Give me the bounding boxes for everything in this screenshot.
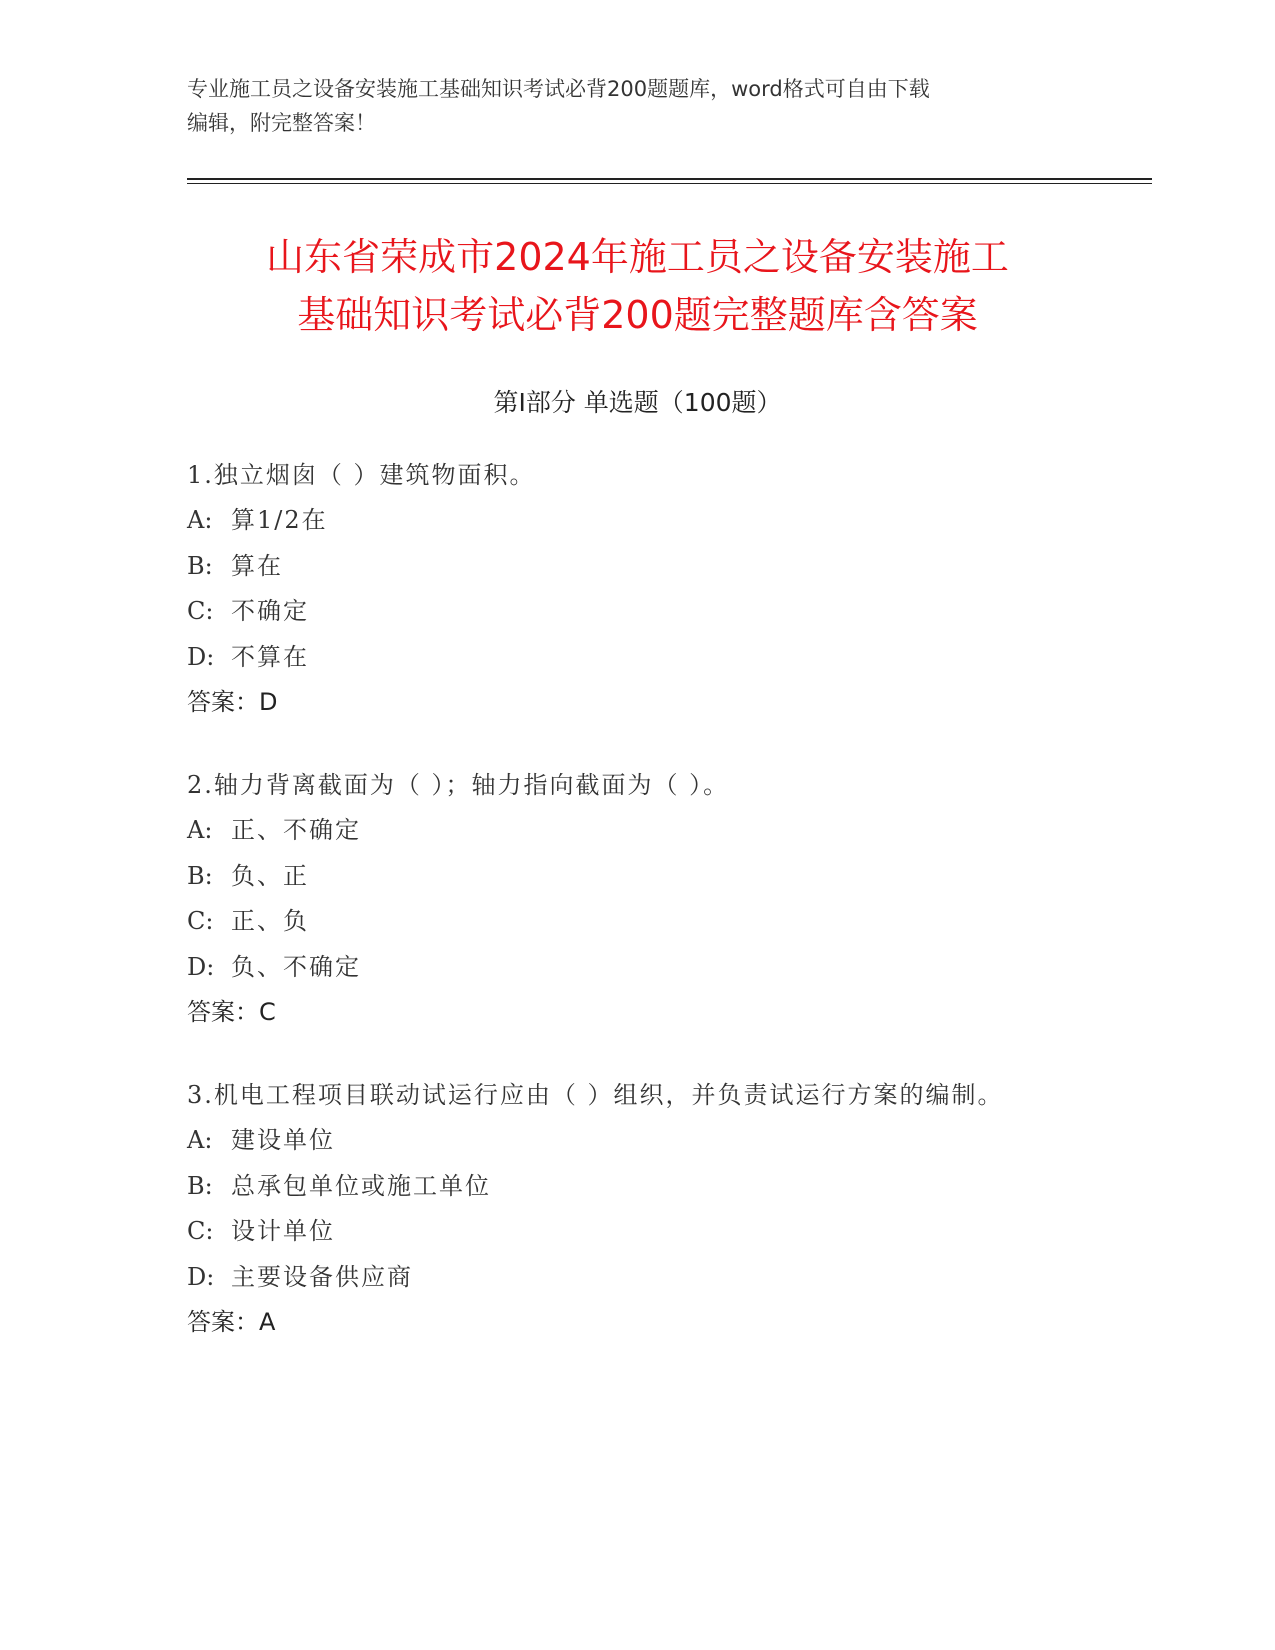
option-label: B: (187, 861, 213, 890)
option-text: 负、正 (231, 861, 309, 890)
option-label: A: (187, 506, 213, 534)
question-stem: 2.轴力背离截面为（ ）；轴力指向截面为（ ）。 (187, 771, 730, 799)
option-d (187, 1255, 1067, 1301)
option-text: 算1/2在 (231, 506, 328, 534)
option-c (187, 899, 1087, 945)
option-label: D: (187, 1262, 215, 1291)
header-note-line-2: 编辑，附完整答案！ (187, 111, 376, 135)
question-stem: 1.独立烟囱（ ）建筑物面积。 (187, 461, 536, 489)
header-note (187, 72, 1087, 140)
option-text: 负、不确定 (231, 952, 361, 981)
option-text: 建设单位 (231, 1126, 335, 1154)
option-label: D: (187, 642, 215, 671)
option-text: 不确定 (231, 597, 309, 625)
option-text: 主要设备供应商 (231, 1262, 413, 1291)
option-c (187, 589, 1087, 635)
option-label: A: (187, 816, 213, 844)
option-text: 算在 (231, 551, 283, 580)
option-a (187, 808, 1087, 854)
page-title-line-1: 山东省荣成市2024年施工员之设备安装施工 (266, 235, 1009, 279)
answer: 答案：C (187, 998, 276, 1026)
option-text: 设计单位 (231, 1217, 335, 1245)
option-text: 总承包单位或施工单位 (231, 1171, 491, 1200)
question-1 (187, 453, 1087, 725)
option-text: 正、负 (231, 907, 309, 935)
answer: 答案：A (187, 1308, 276, 1336)
answer: 答案：D (187, 688, 278, 716)
option-c (187, 1209, 1067, 1255)
option-a (187, 498, 1087, 544)
question-2 (187, 763, 1087, 1035)
option-label: B: (187, 551, 213, 580)
header-divider (187, 178, 1152, 184)
option-label: C: (187, 907, 214, 935)
option-d (187, 635, 1087, 681)
page-title-line-2: 基础知识考试必背200题完整题库含答案 (297, 293, 978, 337)
option-label: D: (187, 952, 215, 981)
option-a (187, 1118, 1067, 1164)
option-label: A: (187, 1126, 213, 1154)
option-label: C: (187, 1217, 214, 1245)
option-b (187, 1164, 1067, 1210)
option-b (187, 544, 1087, 590)
option-text: 不算在 (231, 642, 309, 671)
page-title (150, 228, 1125, 344)
option-label: C: (187, 597, 214, 625)
question-3 (187, 1073, 1067, 1345)
option-b (187, 854, 1087, 900)
section-title: 第Ⅰ部分 单选题（100题） (493, 388, 782, 417)
option-label: B: (187, 1171, 213, 1200)
header-note-line-1: 专业施工员之设备安装施工基础知识考试必背200题题库，word格式可自由下载 (187, 77, 930, 101)
question-stem: 3.机电工程项目联动试运行应由（ ）组织，并负责试运行方案的编制。 (187, 1081, 1004, 1109)
option-text: 正、不确定 (231, 816, 361, 844)
option-d (187, 945, 1087, 991)
